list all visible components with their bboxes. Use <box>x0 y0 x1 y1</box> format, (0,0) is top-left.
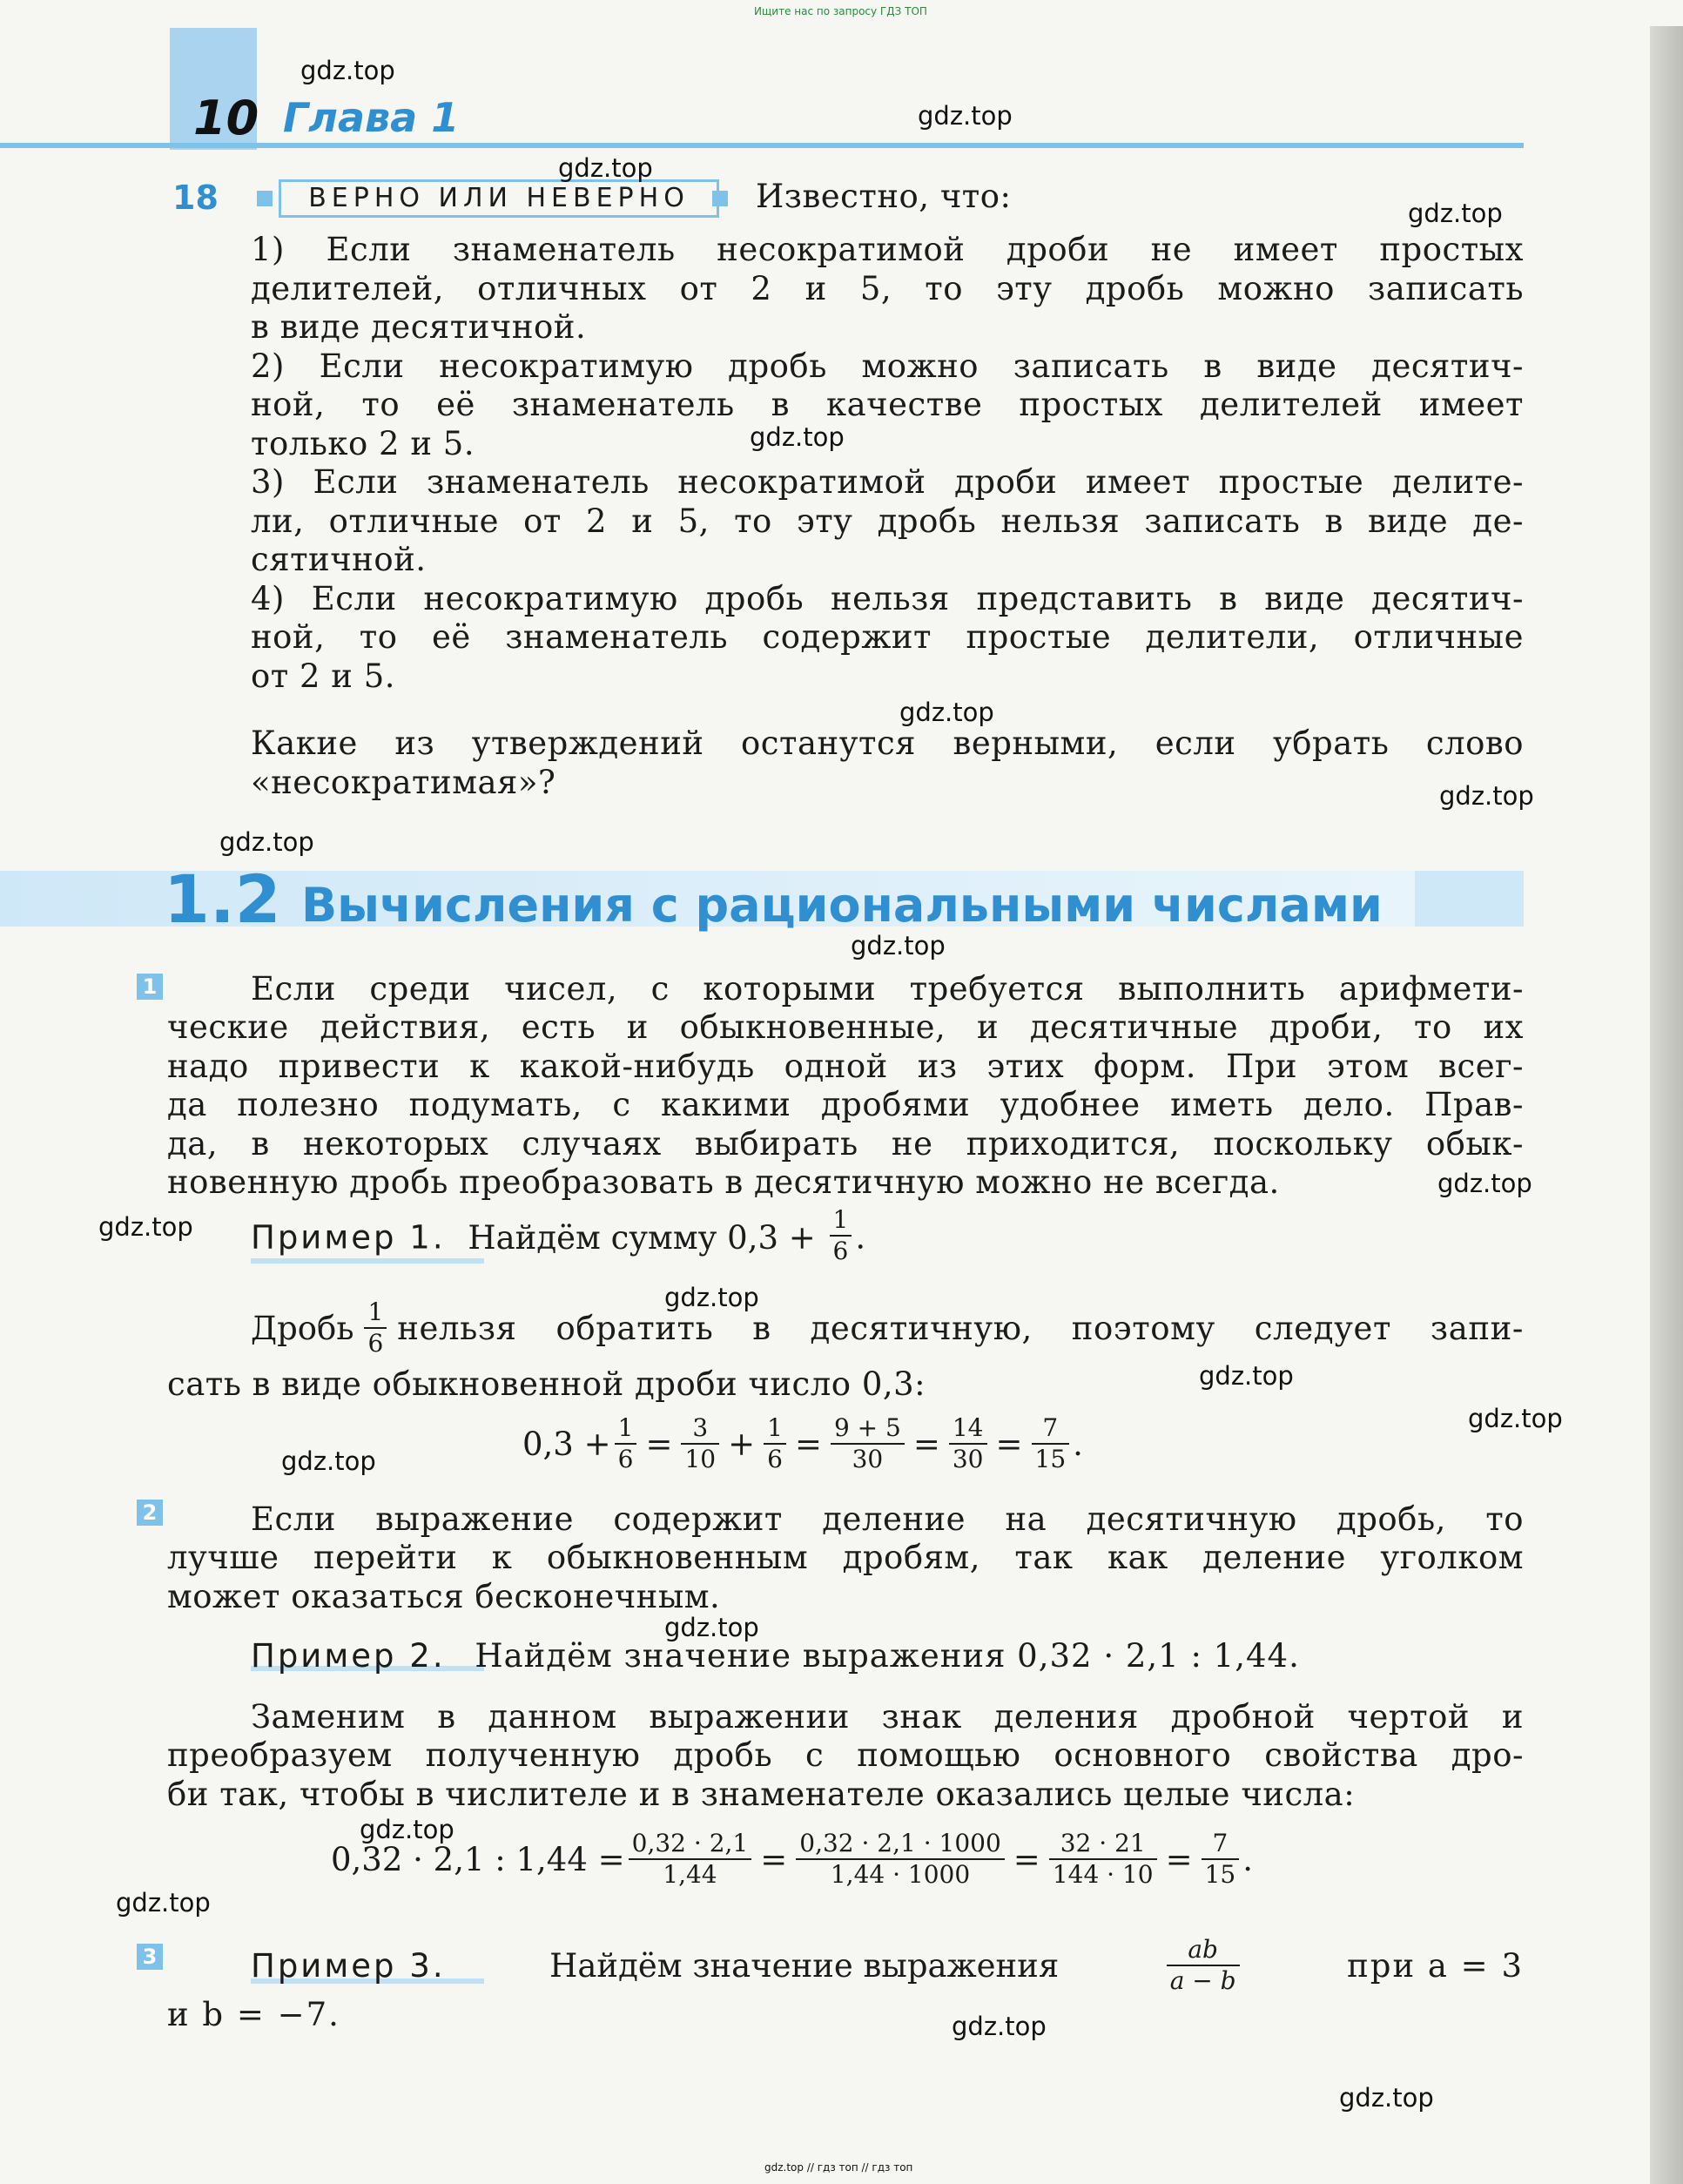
watermark: gdz.top <box>664 1283 759 1312</box>
watermark: gdz.top <box>300 56 395 85</box>
statement-2-line-1: 2) Если несократимую дробь можно записать в виде десятич- <box>251 347 1524 385</box>
block-1-line-1: Если среди чисел, с которыми требуется выполнить арифмети- <box>251 970 1524 1008</box>
frac-num: 1 <box>767 1413 783 1442</box>
block-2-line-2: лучше перейти к обыкновенным дробям, так как деление уголком <box>167 1539 1524 1576</box>
formula-frac-3 <box>1049 1829 1157 1890</box>
formula-lead: 0,32 · 2,1 : 1,44 = <box>331 1840 625 1878</box>
block-1-line-4: да полезно подумать, с какими дробями удобнее иметь дело. Прав- <box>167 1086 1524 1123</box>
exercise-intro: Известно, что: <box>756 178 1012 215</box>
formula-end: . <box>1242 1840 1254 1878</box>
block-2-line-3: может оказаться бесконечным. <box>167 1577 721 1615</box>
example-2 <box>251 1637 1452 1675</box>
example-3-condition: при a = 3 <box>1347 1946 1524 1985</box>
frac-num: 9 + 5 <box>833 1413 901 1442</box>
example-1-formula <box>522 1413 1083 1474</box>
block-1 <box>251 970 1524 1009</box>
example-2-line-2: преобразуем полученную дробь с помощью основного свойства дро- <box>167 1736 1524 1774</box>
statement-4-line-1: 4) Если несократимую дробь нельзя представить в виде десятич- <box>251 579 1524 617</box>
example-1: Пример 1. Найдём сумму 0,3 + $\frac{1}{6}$ . <box>251 1205 866 1265</box>
block-2 <box>251 1500 1524 1540</box>
formula-eq: = <box>1165 1840 1193 1878</box>
footer-note: gdz.top // гдз топ // гдз топ <box>764 2161 913 2174</box>
statement-3-line-3: сятичной. <box>251 541 427 578</box>
frac-den: 6 <box>830 1235 852 1266</box>
watermark: gdz.top <box>1199 1361 1294 1391</box>
marker-2: 2 <box>137 1500 163 1526</box>
formula-frac-3 <box>764 1413 786 1474</box>
watermark: gdz.top <box>918 101 1013 131</box>
statements <box>251 231 1524 696</box>
watermark: gdz.top <box>98 1212 193 1242</box>
example-3 <box>251 1935 1524 1996</box>
frac-den: 1,44 · 1000 <box>796 1858 1005 1890</box>
formula-frac-4 <box>831 1413 905 1474</box>
frac-num: 32 · 21 <box>1060 1829 1146 1857</box>
example-1-line-1 <box>251 1298 1524 1358</box>
chapter-title: Глава 1 <box>283 94 460 141</box>
watermark: gdz.top <box>899 698 994 727</box>
watermark: gdz.top <box>558 153 653 183</box>
example-2-text: Найдём значение выражения 0,32 · 2,1 : 1,44. <box>475 1637 1300 1675</box>
watermark: gdz.top <box>116 1888 211 1918</box>
watermark: gdz.top <box>1437 1169 1532 1198</box>
statement-1-line-2: делителей, отличных от 2 и 5, то эту дробь можно записать <box>251 269 1524 307</box>
example-2-formula <box>331 1829 1253 1890</box>
example-3-text: Найдём значение выражения <box>549 1946 1060 1985</box>
block-1-line-5: да, в некоторых случаях выбирать не приходится, поскольку обык- <box>167 1124 1524 1163</box>
question-line-2: «несократимая»? <box>251 763 556 801</box>
example-1-line-1-a: Дробь <box>251 1309 354 1347</box>
exercise-number: 18 <box>172 179 219 217</box>
example-3-label: Пример 3. <box>251 1946 446 1985</box>
frac-den: 30 <box>831 1443 905 1474</box>
page-edge <box>1650 26 1683 2184</box>
label-square-icon-right <box>712 191 728 206</box>
statement-4-line-2: ной, то её знаменатель содержит простые делители, отличные <box>251 618 1524 656</box>
frac-den: 6 <box>764 1443 786 1474</box>
statement-4-line-3: от 2 и 5. <box>251 657 396 695</box>
marker-3: 3 <box>137 1944 163 1970</box>
example-2-label: Пример 2. <box>251 1637 446 1675</box>
statement-1-line-3: в виде десятичной. <box>251 308 587 346</box>
watermark: gdz.top <box>1408 199 1503 228</box>
example-1-line-1-b: нельзя обратить в десятичную, поэтому следует запи- <box>397 1309 1524 1347</box>
block-1-rest <box>167 1008 1524 1203</box>
marker-1: 1 <box>137 974 163 1000</box>
block-1-line-2: ческие действия, есть и обыкновенные, и десятичные дроби, то их <box>167 1008 1524 1046</box>
section-number: 1.2 <box>164 860 281 938</box>
frac-num: 14 <box>952 1413 984 1442</box>
formula-frac-5 <box>949 1413 987 1474</box>
watermark: gdz.top <box>664 1613 759 1642</box>
block-1-line-6: новенную дробь преобразовать в десятичную можно не всегда. <box>167 1163 1280 1201</box>
watermark: gdz.top <box>1468 1404 1563 1433</box>
exercise-label: ВЕРНО ИЛИ НЕВЕРНО <box>279 179 719 218</box>
formula-frac-4 <box>1202 1829 1240 1890</box>
label-square-icon <box>257 191 273 206</box>
top-note: Ищите нас по запросу ГДЗ ТОП <box>754 5 927 17</box>
watermark: gdz.top <box>219 827 314 857</box>
statement-1-line-1: 1) Если знаменатель несократимой дроби не имеет простых <box>251 231 1524 268</box>
formula-eq: = <box>645 1425 673 1463</box>
frac-den: a − b <box>1167 1965 1240 1996</box>
frac-num: 0,32 · 2,1 · 1000 <box>799 1829 1001 1857</box>
example-3-line-2: и b = −7. <box>167 1996 340 2033</box>
watermark: gdz.top <box>952 2012 1047 2041</box>
frac-den: 6 <box>364 1327 387 1358</box>
block-2-line-1: Если выражение содержит деление на десятичную дробь, то <box>251 1500 1524 1538</box>
block-1-line-3: надо привести к какой-нибудь одной из этих форм. При этом всег- <box>167 1047 1524 1085</box>
formula-frac-2 <box>681 1413 719 1474</box>
frac-den: 15 <box>1032 1443 1070 1474</box>
statement-3-line-2: ли, отличные от 2 и 5, то эту дробь нельзя записать в виде де- <box>251 502 1524 540</box>
page-number: 10 <box>193 91 259 145</box>
exercise-question <box>251 725 1524 802</box>
watermark: gdz.top <box>750 422 845 452</box>
example-3-fraction <box>1167 1935 1240 1996</box>
block-2-rest <box>167 1539 1524 1616</box>
question-line-1: Какие из утверждений останутся верными, если убрать слово <box>251 725 1524 762</box>
formula-eq: = <box>760 1840 788 1878</box>
frac-num: 7 <box>1212 1829 1229 1857</box>
formula-eq: = <box>995 1425 1023 1463</box>
formula-frac-1 <box>629 1829 752 1890</box>
watermark: gdz.top <box>360 1815 454 1844</box>
statement-2-line-3: только 2 и 5. <box>251 424 475 462</box>
formula-frac-1 <box>615 1413 637 1474</box>
statement-3-line-1: 3) Если знаменатель несократимой дроби имеет простые делите- <box>251 463 1524 501</box>
formula-frac-2 <box>796 1829 1005 1890</box>
frac-num: 7 <box>1042 1413 1059 1442</box>
formula-eq: = <box>1013 1840 1040 1878</box>
watermark: gdz.top <box>851 931 946 961</box>
frac-num: 1 <box>617 1413 634 1442</box>
example-1-text: Найдём сумму 0,3 + <box>468 1218 816 1257</box>
frac-den: 1,44 <box>629 1858 752 1890</box>
frac-num: 3 <box>692 1413 709 1442</box>
example-1-fraction <box>830 1205 852 1266</box>
example-2-body-rest <box>167 1736 1524 1814</box>
formula-frac-6 <box>1032 1413 1070 1474</box>
section-title: Вычисления с рациональными числами <box>301 878 1383 933</box>
example-2-line-3: би так, чтобы в числителе и в знаменателе оказались целые числа: <box>167 1775 1356 1813</box>
frac-den: 144 · 10 <box>1049 1858 1157 1890</box>
frac-num: 0,32 · 2,1 <box>631 1829 749 1857</box>
formula-eq: = <box>794 1425 822 1463</box>
formula-plus: + <box>728 1425 756 1463</box>
example-1-label: Пример 1. <box>251 1218 446 1257</box>
formula-lead: 0,3 + <box>522 1425 611 1463</box>
statement-2-line-2: ной, то её знаменатель в качестве простых делителей имеет <box>251 386 1524 423</box>
watermark: gdz.top <box>1439 781 1534 811</box>
formula-end: . <box>1073 1425 1083 1463</box>
frac-den: 6 <box>615 1443 637 1474</box>
example-1-line-2: сать в виде обыкновенной дроби число 0,3: <box>167 1365 926 1403</box>
example-2-body <box>251 1698 1524 1737</box>
frac-den: 10 <box>681 1443 719 1474</box>
formula-eq: = <box>912 1425 940 1463</box>
frac-num: ab <box>1188 1935 1218 1964</box>
example-1-line-fraction <box>364 1298 387 1358</box>
frac-den: 15 <box>1202 1858 1240 1890</box>
watermark: gdz.top <box>1339 2083 1434 2113</box>
frac-den: 30 <box>949 1443 987 1474</box>
frac-num: 1 <box>367 1298 384 1326</box>
frac-num: 1 <box>832 1205 849 1234</box>
section-band-end <box>1415 871 1524 927</box>
watermark: gdz.top <box>281 1446 376 1476</box>
example-2-line-1: Заменим в данном выражении знак деления дробной чертой и <box>251 1698 1524 1736</box>
